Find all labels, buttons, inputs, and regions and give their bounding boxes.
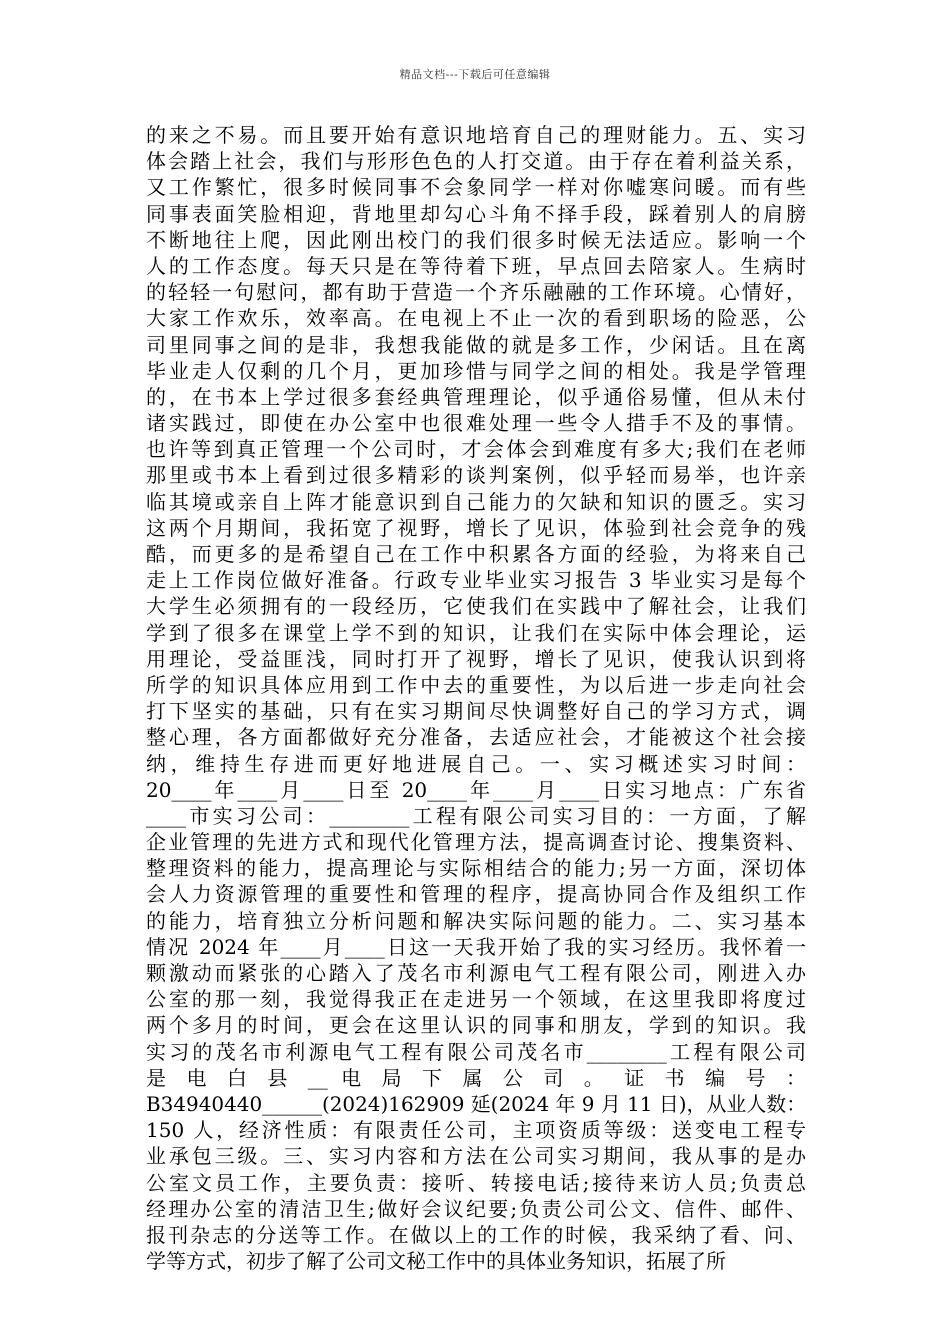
body-line: 学到了很多在课堂上学不到的知识，让我们在实际中体会理论，运 (146, 620, 806, 645)
body-line: 两个多月的时间，更会在这里认识的同事和朋友，学到的知识。我 (146, 1013, 806, 1038)
body-line: 大学生必须拥有的一段经历，它使我们在实践中了解社会，让我们 (146, 594, 806, 619)
body-line: 纳，维持生存进而更好地进展自己。一、实习概述实习时间： (146, 751, 806, 776)
body-line: 用理论，受益匪浅，同时打开了视野，增长了见识，使我认识到将 (146, 646, 806, 671)
body-line: 公室文员工作，主要负责：接听、转接电话;接待来访人员;负责总 (146, 1170, 806, 1195)
body-line: 情况 2024 年____月____日这一天我开始了我的实习经历。我怀着一 (146, 934, 806, 959)
body-line: 不断地往上爬，因此刚出校门的我们很多时候无法适应。影响一个 (146, 227, 806, 252)
body-line: 司里同事之间的是非，我想我能做的就是多工作，少闲话。且在离 (146, 332, 806, 357)
body-line: 走上工作岗位做好准备。行政专业毕业实习报告 3 毕业实习是每个 (146, 568, 806, 593)
body-line: 这两个月期间，我拓宽了视野，增长了见识，体验到社会竞争的残 (146, 515, 806, 540)
body-line: ____市实习公司：________工程有限公司实习目的：一方面，了解 (146, 803, 806, 828)
body-line: 诸实践过，即使在办公室中也很难处理一些令人措手不及的事情。 (146, 411, 806, 436)
body-line: 整理资料的能力，提高理论与实际相结合的能力;另一方面，深切体 (146, 856, 806, 881)
body-line: 所学的知识具体应用到工作中去的重要性，为以后进一步走向社会 (146, 672, 806, 697)
body-line: 临其境或亲自上阵才能意识到自己能力的欠缺和知识的匮乏。实习 (146, 489, 806, 514)
body-line: 那里或书本上看到过很多精彩的谈判案例，似乎轻而易举，也许亲 (146, 463, 806, 488)
body-line: 报刊杂志的分送等工作。在做以上的工作的时候，我采纳了看、问、 (146, 1222, 806, 1247)
body-line: 是 电 白 县 __ 电 局 下 属 公 司 。 证 书 编 号 ： (146, 1065, 806, 1090)
body-line: 实习的茂名市利源电气工程有限公司茂名市________工程有限公司 (146, 1039, 806, 1064)
body-line: 打下坚实的基础，只有在实习期间尽快调整好自己的学习方式，调 (146, 699, 806, 724)
body-line: 大家工作欢乐，效率高。在电视上不止一次的看到职场的险恶，公 (146, 306, 806, 331)
body-line: 公室的那一刻，我觉得我正在走进另一个领域，在这里我即将度过 (146, 987, 806, 1012)
body-line: 会人力资源管理的重要性和管理的程序，提高协同合作及组织工作 (146, 882, 806, 907)
body-line: 整心理，各方面都做好充分准备，去适应社会，才能被这个社会接 (146, 725, 806, 750)
body-line: 的，在书本上学过很多套经典管理理论，似乎通俗易懂，但从未付 (146, 384, 806, 409)
body-line: 的轻轻一句慰问，都有助于营造一个齐乐融融的工作环境。心情好， (146, 280, 806, 305)
body-line: 经理办公室的清洁卫生;做好会议纪要;负责公司公文、信件、邮件、 (146, 1196, 806, 1221)
body-line: 业承包三级。三、实习内容和方法在公司实习期间，我从事的是办 (146, 1144, 806, 1169)
body-line: 颗激动而紧张的心踏入了茂名市利源电气工程有限公司，刚进入办 (146, 961, 806, 985)
body-line: 又工作繁忙，很多时候同事不会象同学一样对你嘘寒问暖。而有些 (146, 175, 806, 200)
document-body (146, 122, 806, 1274)
body-line: 酷，而更多的是希望自己在工作中积累各方面的经验，为将来自己 (146, 542, 806, 566)
body-line: 150 人，经济性质：有限责任公司，主项资质等级：送变电工程专 (146, 1118, 806, 1143)
body-line: 体会踏上社会，我们与形形色色的人打交道。由于存在着利益关系， (146, 149, 806, 174)
body-line: 20____年____月____日至 20____年____月____日实习地点：广东省 (146, 777, 806, 802)
body-line: B34940440______(2024)162909 延(2024 年 9 月 11 日)，从业人数： (146, 1091, 807, 1116)
body-line: 毕业走人仅剩的几个月，更加珍惜与同学之间的相处。我是学管理 (146, 358, 806, 383)
body-line: 企业管理的先进方式和现代化管理方法，提高调查讨论、搜集资料、 (146, 830, 806, 855)
body-line: 人的工作态度。每天只是在等待着下班，早点回去陪家人。生病时 (146, 253, 806, 278)
body-line: 学等方式，初步了解了公司文秘工作中的具体业务知识，拓展了所 (146, 1249, 726, 1274)
body-line: 也许等到真正管理一个公司时，才会体会到难度有多大;我们在老师 (146, 437, 806, 462)
body-line: 的能力，培育独立分析问题和解决实际问题的能力。二、实习基本 (146, 908, 806, 933)
body-line: 同事表面笑脸相迎，背地里却勾心斗角不择手段，踩着别人的肩膀 (146, 201, 806, 226)
page-header-note: 精品文档---下载后可任意编辑 (399, 68, 551, 81)
body-line: 的来之不易。而且要开始有意识地培育自己的理财能力。五、实习 (146, 123, 806, 147)
